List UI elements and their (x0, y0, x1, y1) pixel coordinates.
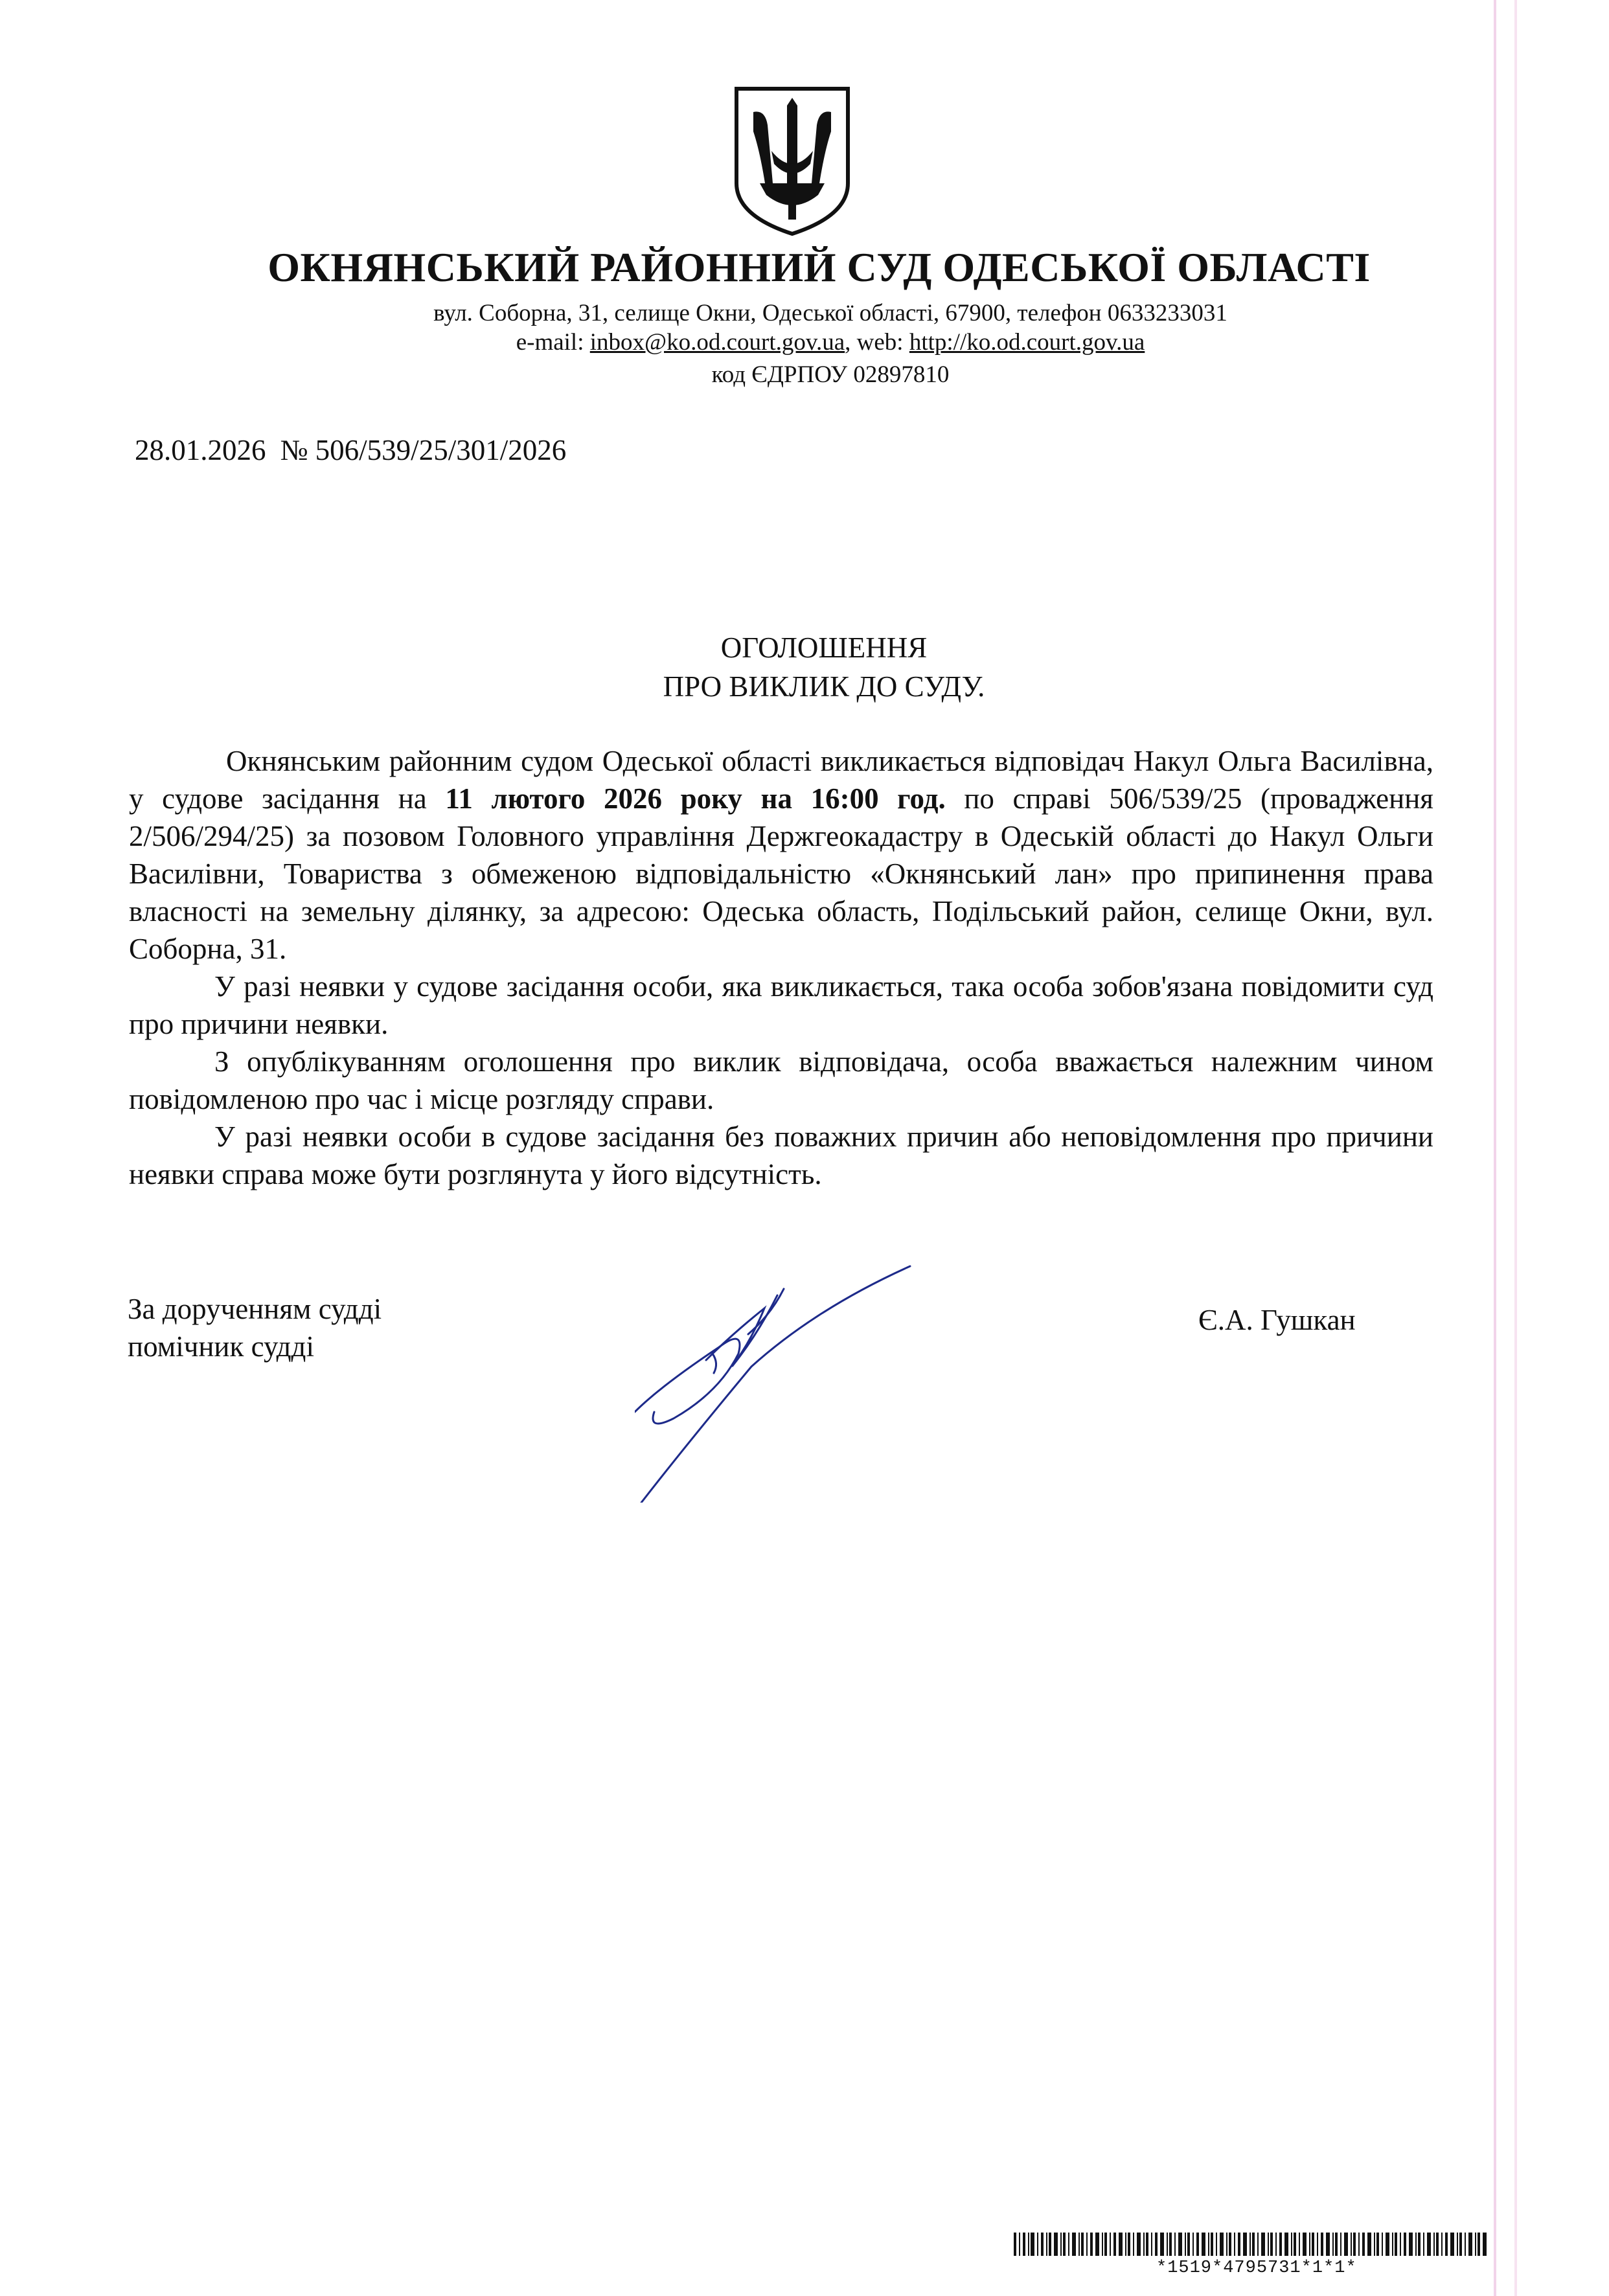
trident-emblem-icon (734, 86, 850, 236)
barcode-number: *1519*4795731*1*1* (1156, 2258, 1357, 2278)
court-name: ОКНЯНСЬКИЙ РАЙОННИЙ СУД ОДЕСЬКОЇ ОБЛАСТІ (268, 244, 1371, 290)
web-link[interactable]: http://ko.od.court.gov.ua (909, 329, 1145, 356)
signatory-name: Є.А. Гушкан (1198, 1304, 1356, 1336)
body-paragraph-4: У разі неявки особи в судове засідання без поважних причин або неповідомлення про причини неявки справа може бути розглянута у його відсутність. (129, 1120, 1433, 1190)
court-contacts (0, 327, 1609, 358)
email-link[interactable]: inbox@ko.od.court.gov.ua (589, 329, 845, 356)
handwritten-signature (635, 1256, 926, 1503)
signatory-title (128, 1290, 382, 1365)
signatory-line-2: помічник судді (128, 1330, 314, 1363)
announcement-body (129, 742, 1433, 1193)
announcement-title (0, 628, 1609, 706)
email-label: e-mail: (516, 329, 590, 356)
title-line-1: ОГОЛОШЕННЯ (720, 631, 928, 664)
title-line-2: ПРО ВИКЛИК ДО СУДУ. (663, 670, 985, 703)
body-paragraph-3: З опублікуванням оголошення про виклик відповідача, особа вважається належним чином повідомленою про час і місце розгляду справи. (129, 1045, 1433, 1115)
web-label: , web: (845, 329, 909, 356)
document-date: 28.01.2026 (135, 434, 266, 466)
hearing-datetime: 11 лютого 2026 року на 16:00 год. (445, 782, 946, 815)
p1-text-after: по справі 506/539/25 (провадження 2/506/294/25) за позовом Головного управління Держгеокадастру в Одеській області до Накул Ольги Василівни, Товариства з обмеженою відповідальністю «Окнянський лан» про припинення права власності на земельну ділянку, за адресою: Одеська область, Подільський район, селище Окни, вул. Соборна, 31. (129, 782, 1433, 965)
court-address: вул. Соборна, 31, селище Окни, Одеської області, 67900, телефон 0633233031 (433, 300, 1227, 326)
edrpou-code: код ЄДРПОУ 02897810 (711, 361, 950, 388)
body-paragraph-1 (129, 742, 1433, 968)
body-paragraph-2: У разі неявки у судове засідання особи, яка викликається, така особа зобов'язана повідомити суд про причини неявки. (129, 970, 1433, 1040)
document-number: № 506/539/25/301/2026 (280, 434, 567, 466)
signatory-line-1: За дорученням судді (128, 1293, 382, 1325)
registration-line (135, 433, 566, 467)
p1-text-before: Окнянським районним судом Одеської області викликається відповідач Накул Ольга Василівна, у судове засідання на (129, 745, 1433, 815)
barcode (1014, 2233, 1487, 2256)
